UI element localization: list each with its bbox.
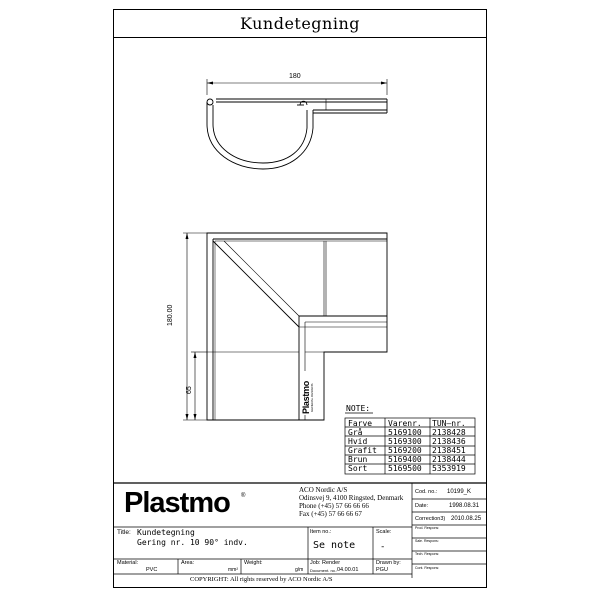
scale-value: -: [380, 542, 386, 552]
document-label: Document. no.:: [310, 568, 338, 573]
note-col-header: TUN–nr.: [432, 419, 466, 428]
note-cell: 5169500: [388, 464, 422, 473]
note-cell: 5169100: [388, 428, 422, 437]
note-cell: 5169200: [388, 446, 422, 455]
date-label: Date:: [415, 503, 429, 509]
cod-value: 10199_K: [447, 489, 472, 495]
document-value: 04.00.01: [337, 567, 359, 573]
note-cell: Grafit: [348, 446, 377, 455]
note-cell: 5169300: [388, 437, 422, 446]
item-label: Item no.:: [310, 529, 332, 535]
company-phone: Phone (+45) 57 66 66 66: [299, 502, 369, 510]
note-cell: Grå: [348, 428, 363, 437]
note-cell: 2138451: [432, 446, 466, 455]
dimension-height-lower: 65: [186, 386, 193, 394]
cont-responsible-label: Cont. Respons:: [415, 566, 440, 570]
company-address: Odinsvej 9, 4100 Ringsted, Denmark: [299, 494, 404, 502]
gutter-profile-view: [207, 79, 387, 169]
note-cell: 2138428: [432, 428, 466, 437]
item-value: Se note: [313, 540, 356, 551]
stamp-brand: Plastmo: [301, 381, 311, 414]
logo-registered-icon: ®: [241, 493, 246, 499]
area-label: Area:: [181, 560, 195, 566]
drawn-by-label: Drawn by:: [376, 560, 401, 566]
plastmo-logo: Plastmo: [124, 487, 230, 519]
company-name: ACO Nordic A/S: [299, 486, 348, 494]
note-cell: Hvid: [348, 437, 368, 446]
note-col-header: Varenr.: [388, 419, 422, 428]
drawn-by-value: PGU: [376, 567, 388, 573]
correction-value: 2010.08.25: [451, 516, 482, 522]
note-cell: 5353919: [432, 464, 466, 473]
title-label: Title:: [117, 529, 131, 536]
note-cell: Sort: [348, 464, 368, 473]
tech-responsible-label: Tech. Respons:: [415, 552, 440, 556]
note-cell: Brun: [348, 455, 368, 464]
weight-label: Weight:: [244, 560, 263, 566]
job-value: Render: [322, 560, 341, 566]
note-col-header: Farve: [348, 419, 373, 428]
note-cell: 5169400: [388, 455, 422, 464]
cod-label: Cod. no.:: [415, 489, 438, 495]
material-value: PVC: [146, 567, 158, 573]
drawing-title-line1: Kundetegning: [137, 528, 195, 537]
sale-responsible-label: Sale. Respons:: [415, 539, 439, 543]
job-label: Job:: [310, 560, 321, 566]
copyright-notice: COPYRIGHT: All rights reserved by ACO Nordic A/S: [190, 576, 333, 583]
prod-responsible-label: Prod. Respons:: [415, 526, 440, 530]
stamp-subtitle: GENERAL DESIGNS: [310, 383, 314, 412]
scale-label: Scale:: [376, 529, 392, 535]
dimension-width: 180: [289, 73, 301, 80]
sheet-title: Kundetegning: [114, 10, 486, 38]
correction-label: Correction3): [415, 516, 446, 522]
date-value: 1998.08.31: [449, 503, 480, 509]
corner-front-view: [183, 233, 387, 420]
drawing-title-line2: Gering nr. 10 90° indv.: [137, 538, 248, 547]
note-cell: 2138444: [432, 455, 466, 464]
note-heading: NOTE:: [346, 404, 371, 413]
company-fax: Fax (+45) 57 66 66 67: [299, 510, 362, 518]
area-unit: mm²: [228, 567, 238, 573]
weight-unit: g/m: [295, 567, 304, 573]
material-label: Material:: [117, 560, 139, 566]
dimension-height-total: 180.00: [167, 304, 174, 326]
note-cell: 2138436: [432, 437, 466, 446]
